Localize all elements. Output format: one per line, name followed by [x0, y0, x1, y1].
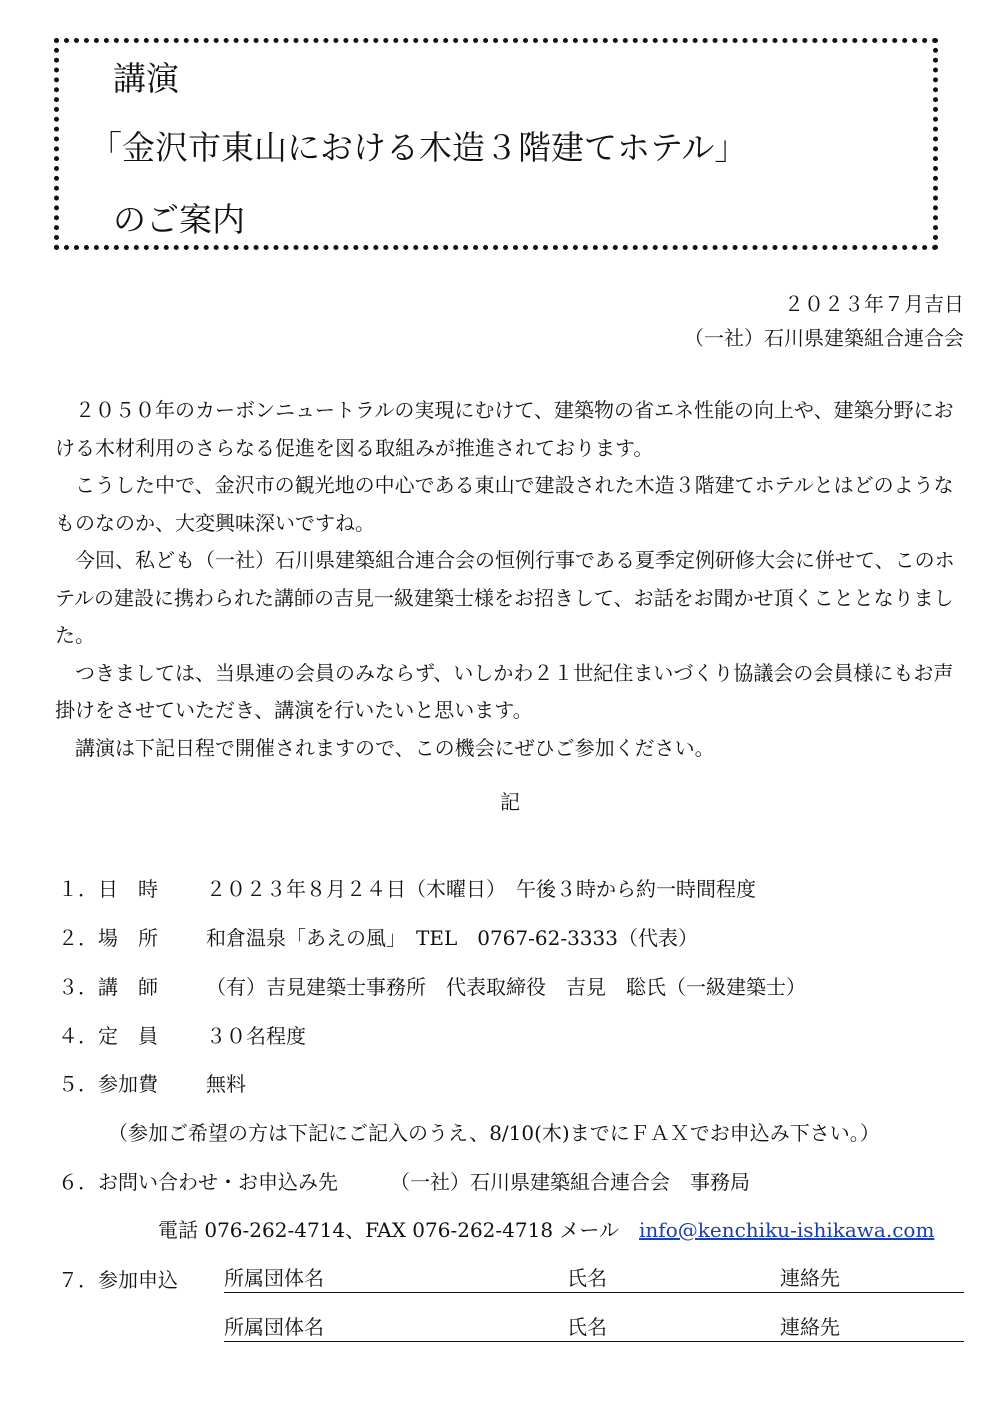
application-row-1[interactable] [224, 1262, 964, 1293]
field-name: 氏名 [567, 1266, 607, 1290]
item-value: 無料 [206, 1072, 246, 1096]
title-lecture: 講演 [113, 59, 179, 98]
issuer-organization: （一社）石川県建築組合連合会 [684, 326, 964, 350]
inquiry-label: ６．お問い合わせ・お申込み先 [58, 1170, 338, 1194]
item-venue [58, 922, 698, 951]
application-note: （参加ご希望の方は下記にご記入のうえ、8/10(木)までにＦＡＸでお申込み下さい。） [108, 1121, 880, 1145]
application-label: ７．参加申込 [58, 1268, 178, 1292]
email-link[interactable]: info@kenchiku-ishikawa.com [639, 1218, 935, 1242]
body-text [55, 392, 960, 767]
item-label: １．日 時 [58, 877, 158, 901]
body-paragraph: 今回、私ども（一社）石川県建築組合連合会の恒例行事である夏季定例研修大会に併せて、このホテルの建設に携わられた講師の吉見一級建築士様をお招きして、お話をお聞かせ頂くこととなりました。 [55, 548, 955, 647]
item-label: ３．講 師 [58, 975, 158, 999]
body-paragraph: 講演は下記日程で開催されますので、この機会にぜひご参加ください。 [75, 735, 715, 760]
item-label: ２．場 所 [58, 926, 158, 950]
item-lecturer [58, 971, 806, 1000]
item-value: ３０名程度 [206, 1024, 306, 1048]
field-affiliation: 所属団体名 [224, 1315, 324, 1339]
item-value: （有）吉見建築士事務所 代表取締役 吉見 聡氏（一級建築士） [206, 975, 806, 999]
item-value: 和倉温泉「あえの風」 TEL 0767-62-3333（代表） [206, 926, 698, 950]
body-paragraph: ２０５０年のカーボンニュートラルの実現にむけて、建築物の省エネ性能の向上や、建築分野における木材利用のさらなる促進を図る取組みが推進されております。 [55, 398, 954, 460]
inquiry-value: （一社）石川県建築組合連合会 事務局 [390, 1170, 750, 1194]
issue-date: ２０２３年７月吉日 [784, 292, 964, 316]
title-box [54, 38, 938, 250]
body-paragraph: つきましては、当県連の会員のみならず、いしかわ２１世紀住まいづくり協議会の会員様にもお声掛けをさせていただき、講演を行いたいと思います。 [55, 660, 954, 722]
item-label: ４．定 員 [58, 1024, 158, 1048]
contact-phone-fax: 電話 076-262-4714、FAX 076-262-4718 メール [158, 1218, 620, 1242]
title-guide: のご案内 [113, 200, 245, 239]
item-datetime [58, 873, 756, 902]
item-inquiry [58, 1166, 750, 1195]
item-fee [58, 1068, 246, 1097]
field-name: 氏名 [567, 1315, 607, 1339]
body-paragraph: こうした中で、金沢市の観光地の中心である東山で建設された木造３階建てホテルとはどのようなものなのか、大変興味深いですね。 [55, 473, 954, 535]
field-contact: 連絡先 [780, 1315, 840, 1339]
title-main: 「金沢市東山における木造３階建てホテル」 [89, 128, 748, 167]
contact-line [158, 1214, 934, 1243]
application-row-2[interactable] [224, 1311, 964, 1342]
item-value: ２０２３年８月２４日（木曜日） 午後３時から約一時間程度 [206, 877, 756, 901]
ki-heading: 記 [500, 790, 520, 814]
item-label: ５．参加費 [58, 1072, 158, 1096]
field-affiliation: 所属団体名 [224, 1266, 324, 1290]
item-capacity [58, 1020, 306, 1049]
field-contact: 連絡先 [780, 1266, 840, 1290]
